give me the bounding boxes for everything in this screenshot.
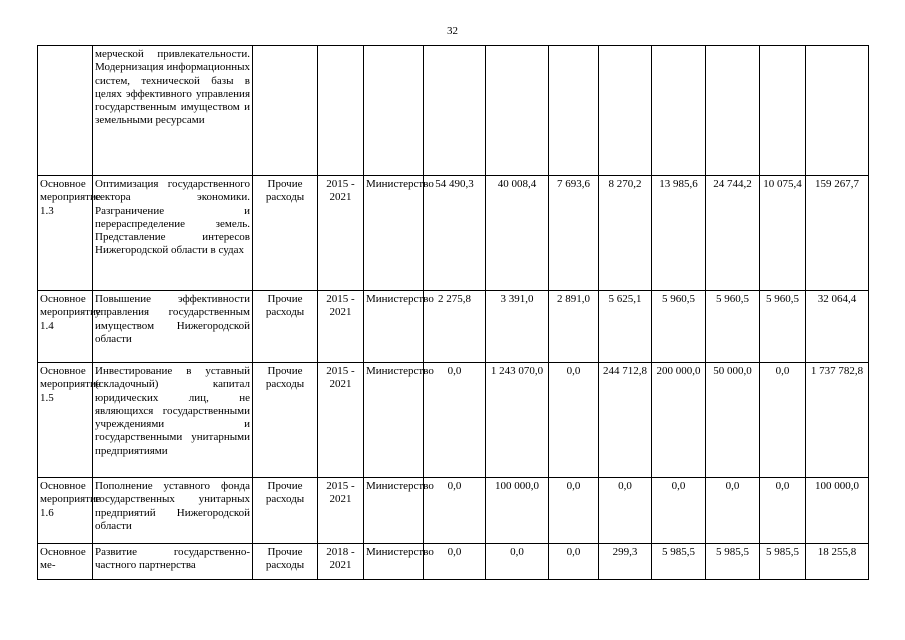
- period: 2015 - 2021: [318, 176, 364, 291]
- total-cell: 32 064,4: [806, 291, 869, 363]
- table-row: [38, 46, 869, 176]
- amount-cell: 5 985,5: [760, 544, 806, 580]
- amount-cell: 13 985,6: [652, 176, 706, 291]
- amount-cell: 5 625,1: [599, 291, 652, 363]
- amount-cell: 40 008,4: [486, 176, 549, 291]
- amount-cell: 5 960,5: [760, 291, 806, 363]
- amount-cell: 2 275,8: [424, 291, 486, 363]
- period: 2015 - 2021: [318, 363, 364, 478]
- expense-type: Прочие расходы: [253, 478, 318, 544]
- expense-type: [253, 46, 318, 176]
- amount-cell: [549, 46, 599, 176]
- amount-cell: 100 000,0: [486, 478, 549, 544]
- table-row: [38, 363, 869, 478]
- activity-description: Повышение эффективности управления государственным имуществом Нижегородской области: [93, 291, 253, 363]
- activity-description: мерческой привлекательности. Модернизация информационных систем, технической базы в целях эффективного управления государственным имуществом и земельными ресурсами: [93, 46, 253, 176]
- total-cell: [806, 46, 869, 176]
- amount-cell: 50 000,0: [706, 363, 760, 478]
- amount-cell: 299,3: [599, 544, 652, 580]
- period: [318, 46, 364, 176]
- executor: Министерство: [364, 176, 424, 291]
- amount-cell: 5 985,5: [652, 544, 706, 580]
- activity-description: Пополнение уставного фонда государственных унитарных предприятий Нижегородской области: [93, 478, 253, 544]
- amount-cell: 0,0: [424, 363, 486, 478]
- amount-cell: [652, 46, 706, 176]
- table-row: [38, 176, 869, 291]
- expense-type: Прочие расходы: [253, 176, 318, 291]
- amount-cell: [760, 46, 806, 176]
- amount-cell: 7 693,6: [549, 176, 599, 291]
- amount-cell: 200 000,0: [652, 363, 706, 478]
- executor: [364, 46, 424, 176]
- activity-code: Основное мероприятие 1.4: [38, 291, 93, 363]
- amount-cell: 0,0: [549, 544, 599, 580]
- table-row: [38, 544, 869, 580]
- amount-cell: 5 960,5: [652, 291, 706, 363]
- activity-code: [38, 46, 93, 176]
- executor: Министерство: [364, 291, 424, 363]
- expense-type: Прочие расходы: [253, 363, 318, 478]
- amount-cell: 0,0: [424, 478, 486, 544]
- expense-type: Прочие расходы: [253, 544, 318, 580]
- total-cell: 18 255,8: [806, 544, 869, 580]
- amount-cell: 5 985,5: [706, 544, 760, 580]
- total-cell: 1 737 782,8: [806, 363, 869, 478]
- executor: Министерство: [364, 478, 424, 544]
- amount-cell: 3 391,0: [486, 291, 549, 363]
- activity-description: Развитие государственно-частного партнерства: [93, 544, 253, 580]
- amount-cell: 2 891,0: [549, 291, 599, 363]
- amount-cell: 10 075,4: [760, 176, 806, 291]
- amount-cell: 0,0: [424, 544, 486, 580]
- activity-description: Инвестирование в уставный (складочный) капитал юридических лиц, не являющихся государственными учреждениями и государственными унитарными предприятиями: [93, 363, 253, 478]
- expense-type: Прочие расходы: [253, 291, 318, 363]
- amount-cell: 244 712,8: [599, 363, 652, 478]
- executor: Министерство: [364, 544, 424, 580]
- amount-cell: 5 960,5: [706, 291, 760, 363]
- total-cell: 100 000,0: [806, 478, 869, 544]
- amount-cell: 0,0: [549, 478, 599, 544]
- amount-cell: 0,0: [652, 478, 706, 544]
- amount-cell: [486, 46, 549, 176]
- activity-code: Основное мероприятие 1.6: [38, 478, 93, 544]
- amount-cell: 1 243 070,0: [486, 363, 549, 478]
- program-activities-table: [37, 45, 869, 580]
- amount-cell: 0,0: [760, 363, 806, 478]
- period: 2015 - 2021: [318, 478, 364, 544]
- period: 2015 - 2021: [318, 291, 364, 363]
- amount-cell: 0,0: [760, 478, 806, 544]
- activity-code: Основное мероприятие 1.3: [38, 176, 93, 291]
- amount-cell: 0,0: [706, 478, 760, 544]
- total-cell: 159 267,7: [806, 176, 869, 291]
- activity-description: Оптимизация государственного сектора экономики. Разграничение и перераспределение земель. Представление интересов Нижегородской области в судах: [93, 176, 253, 291]
- period: 2018 - 2021: [318, 544, 364, 580]
- amount-cell: 54 490,3: [424, 176, 486, 291]
- amount-cell: [424, 46, 486, 176]
- amount-cell: 0,0: [599, 478, 652, 544]
- activity-code: Основное мероприятие 1.5: [38, 363, 93, 478]
- amount-cell: 0,0: [486, 544, 549, 580]
- amount-cell: 8 270,2: [599, 176, 652, 291]
- activity-code: Основное ме-: [38, 544, 93, 580]
- page-number: 32: [447, 25, 458, 37]
- amount-cell: [599, 46, 652, 176]
- table-row: [38, 291, 869, 363]
- amount-cell: [706, 46, 760, 176]
- executor: Министерство: [364, 363, 424, 478]
- amount-cell: 24 744,2: [706, 176, 760, 291]
- table-row: [38, 478, 869, 544]
- amount-cell: 0,0: [549, 363, 599, 478]
